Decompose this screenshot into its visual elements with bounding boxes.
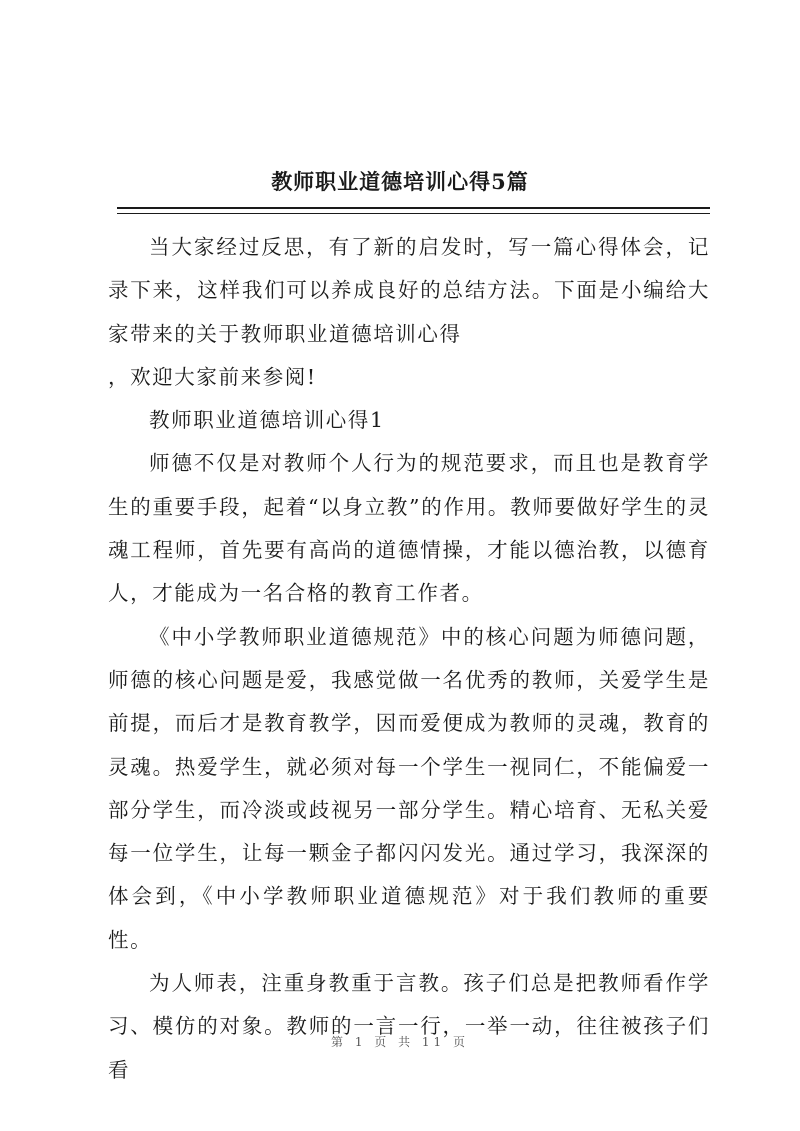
paragraph-teacher-ethics: 师德不仅是对教师个人行为的规范要求，而且也是教育学生的重要手段，起着“以身立教”的作用。教师要做好学生的灵魂工程师，首先要有高尚的道德情操，才能以德治教，以德育人，才能成为一名合格的教育工作者。 [108, 451, 710, 606]
section-heading-1: 教师职业道德培训心得1 [149, 408, 385, 433]
page-footer: 第 1 页 共 11 页 [331, 1035, 469, 1049]
title-divider-thin [117, 213, 710, 214]
paragraph-code-of-conduct: 《中小学教师职业道德规范》中的核心问题为师德问题，师德的核心问题是爱，我感觉做一名优秀的教师，关爱学生是前提，而后才是教育教学，因而爱便成为教师的灵魂，教育的灵魂。热爱学生，就必须对每一个学生一视同仁，不能偏爱一部分学生，而冷淡或歧视另一部分学生。精心培育、无私关爱每一位学生，让每一颗金子都闪闪发光。通过学习，我深深的体会到，《中小学教师职业道德规范》对于我们教师的重要性。 [108, 624, 710, 952]
paragraph-intro: 当大家经过反思，有了新的启发时，写一篇心得体会，记录下来，这样我们可以养成良好的总结方法。下面是小编给大家带来的关于教师职业道德培训心得 [108, 235, 710, 346]
paragraph-welcome: ，欢迎大家前来参阅! [108, 364, 317, 389]
document-body [108, 226, 710, 1092]
paragraph-role-model: 为人师表，注重身教重于言教。孩子们总是把教师看作学习、模仿的对象。教师的一言一行，一举一动，往往被孩子们看 [108, 971, 710, 1082]
document-title: 教师职业道德培训心得5篇 [271, 169, 529, 194]
title-divider-thick [117, 207, 710, 209]
